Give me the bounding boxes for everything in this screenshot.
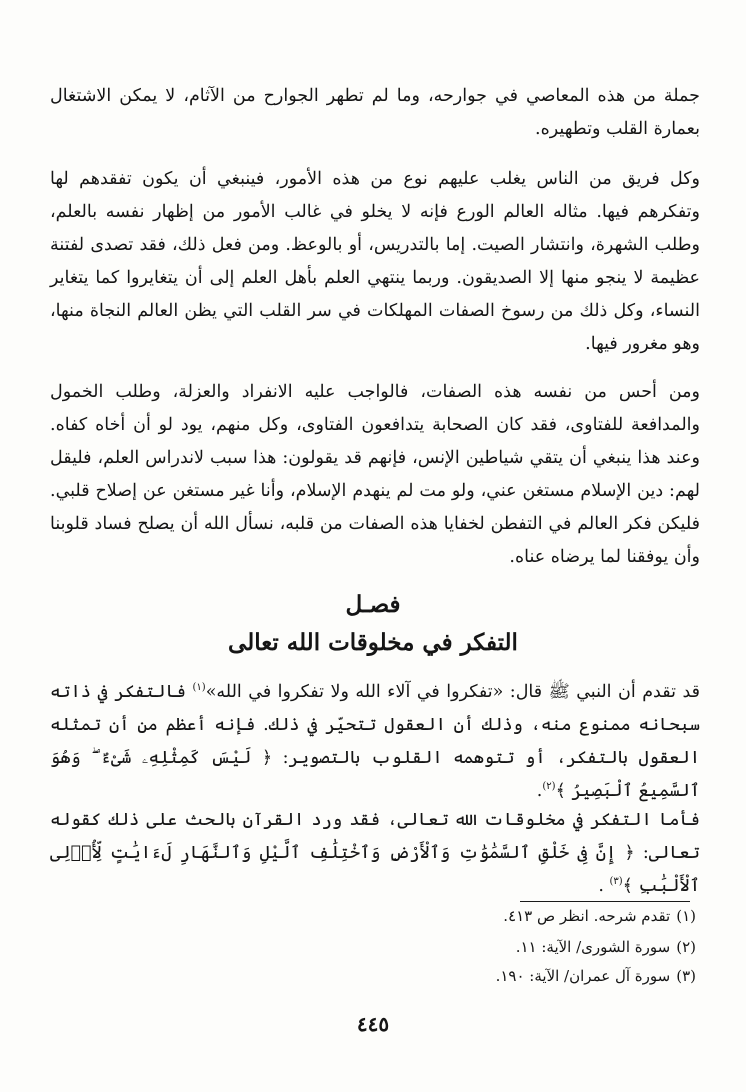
paragraph-5 [50, 804, 700, 903]
footnote-divider [520, 901, 690, 902]
footnote-1 [50, 907, 696, 925]
footnote-ref-3: (٣) [609, 876, 623, 888]
paragraph-4-text-b: فالتفكر في ذاته سبحانه ممنوع منه، وذلك أن العقول تتحيّر في ذلك. فإنه أعظم من أن تمثله العقول بالتفكر، أو تتوهمه القلوب بالتصوير: ﴿ لَيْسَ كَمِثْلِهِۦ شَىْءٌ ۖ وَهُوَ ٱلسَّمِيعُ ٱلْبَصِيرُ ﴾ [50, 682, 700, 801]
footnote-3-number: (٣) [676, 967, 696, 985]
footnote-2-text: سورة الشورى/ الآية: ١١. [515, 938, 671, 956]
paragraph-4-text-c: . [536, 781, 543, 801]
footnote-1-number: (١) [676, 907, 696, 925]
footnote-ref-1: (١) [192, 682, 206, 694]
section-label: فصـل [345, 591, 401, 618]
paragraph-4-text-a: قد تقدم أن النبي ﷺ قال: «تفكروا في آلاء الله ولا تفكروا في الله» [205, 682, 700, 702]
footnote-ref-2: (٢) [542, 781, 556, 793]
paragraph-2: وكل فريق من الناس يغلب عليهم نوع من هذه الأمور، فينبغي أن يكون تفقدهم لها وتفكرهم فيها. مثاله العالم الورع فإنه لا يخلو في غالب الأمور من إظهار نفسه بالعلم، وطلب الشهرة، وانتشار الصيت. إما بالتدريس، أو بالوعظ. ومن فعل ذلك، فقد تصدى لفتنة عظيمة لا ينجو منها إلا الصديقون. وربما ينتهي العلم بأهل العلم إلى أن يتغايروا كما يتغاير النساء، وكل ذلك من رسوخ الصفات المهلكات في سر القلب التي يظن العالم النجاة منها، وهو مغرور فيها. [50, 169, 700, 354]
footnote-3 [50, 967, 696, 985]
page-number: ٤٤٥ [356, 1012, 390, 1036]
section-title: التفكر في مخلوقات الله تعالى [228, 629, 518, 656]
footnote-3-text: سورة آل عمران/ الآية: ١٩٠. [495, 967, 671, 985]
footnote-2 [50, 938, 696, 956]
paragraph-1: جملة من هذه المعاصي في جوارحه، وما لم تطهر الجوارح من الآثام، لا يمكن الاشتغال بعمارة القلب وتطهيره. [50, 86, 700, 139]
footnote-2-number: (٢) [676, 938, 696, 956]
footnote-1-text: تقدم شرحه. انظر ص ٤١٣. [503, 907, 671, 925]
paragraph-4 [50, 676, 700, 808]
paragraph-5-text-a: فأما التفكر في مخلوقات الله تعالى، فقد ورد القرآن بالحث على ذلك كقوله تعالى: ﴿ إِنَّ فِى خَلْقِ ٱلسَّمَٰوَٰتِ وَٱلْأَرْضِ وَٱخْتِلَٰفِ ٱلَّيْلِ وَٱلنَّهَارِ لَءَايَٰتٍ لِّأُو۟لِى ٱلْأَلْبَٰبِ ﴾ [50, 810, 700, 896]
paragraph-3: ومن أحس من نفسه هذه الصفات، فالواجب عليه الانفراد والعزلة، وطلب الخمول والمدافعة للفتاوى، فقد كان الصحابة يتدافعون الفتاوى، وكل منهم، يود لو أن أخاه كفاه. وعند هذا ينبغي أن يتقي شياطين الإنس، فإنهم قد يقولون: هذا سبب لاندراس العلم، فليقل لهم: دين الإسلام مستغن عني، ولو مت لم ينهدم الإسلام، وأنا غير مستغن عن إصلاح قلبي. فليكن فكر العالم في التفطن لخفايا هذه الصفات من قلبه، نسأل الله أن يصلح فساد قلوبنا وأن يوفقنا لما يرضاه عناه. [50, 382, 700, 567]
paragraph-5-text-b: . [598, 876, 610, 896]
